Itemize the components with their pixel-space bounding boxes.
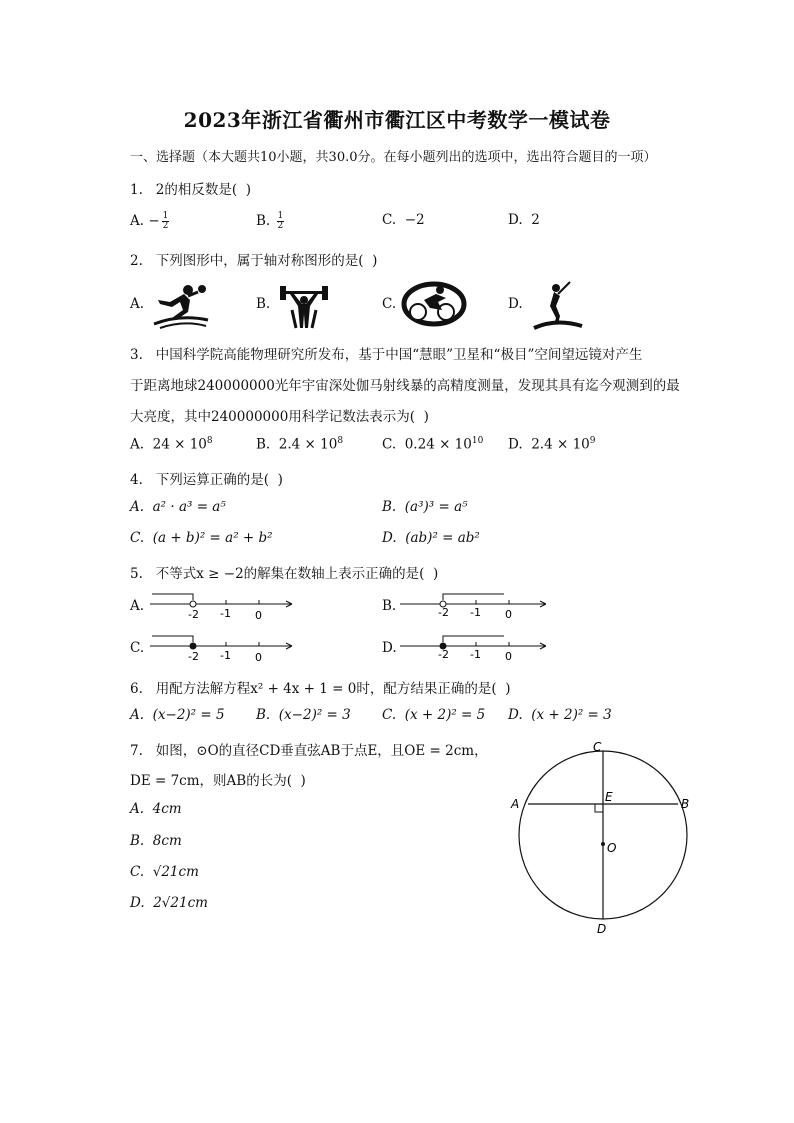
q5-option-a-label[interactable]: A.: [130, 598, 145, 614]
q3-option-d[interactable]: [508, 436, 596, 453]
tick-label: -2: [438, 648, 449, 661]
q1-option-d[interactable]: D. 2: [508, 212, 540, 228]
q4-stem: 4. 下列运算正确的是( ): [130, 472, 283, 488]
q3-line3: 大亮度，其中240000000用科学记数法表示为( ): [130, 409, 429, 425]
tick-label: -1: [470, 648, 481, 661]
q1-b-fraction: [277, 212, 285, 231]
circle-figure: [505, 738, 705, 938]
q2-option-d-label[interactable]: D.: [508, 296, 523, 312]
q1-option-b[interactable]: [256, 212, 284, 231]
q3-option-b[interactable]: [256, 436, 343, 453]
label-b: B: [681, 797, 690, 811]
q5-option-d-label[interactable]: D.: [382, 640, 397, 656]
q6-option-a[interactable]: A. (x−2)² = 5: [130, 707, 225, 723]
q3-c-base: C. 0.24 × 10: [382, 436, 472, 453]
golfer-icon: [530, 278, 586, 332]
q3-a-exp: 8: [206, 436, 213, 446]
tick-label: -2: [188, 650, 199, 663]
number-line-b: [400, 590, 550, 622]
q1-a-label: A.: [130, 213, 145, 229]
number-line-c: [150, 632, 300, 664]
label-a: A: [511, 797, 520, 811]
tick-label: -1: [220, 649, 231, 662]
tick-label: -2: [438, 606, 449, 619]
q1-b-num: 1: [277, 211, 284, 221]
q5-stem: 5. 不等式x ≥ −2的解集在数轴上表示正确的是( ): [130, 566, 439, 582]
tick-label: -2: [188, 608, 199, 621]
q1-b-label: B.: [256, 213, 271, 229]
tick-label: -1: [470, 606, 481, 619]
q1-a-num: 1: [162, 211, 169, 221]
label-c: C: [593, 740, 602, 754]
q7-option-b[interactable]: B. 8cm: [130, 833, 182, 849]
tick-label: 0: [255, 651, 262, 664]
q5-option-c-label[interactable]: C.: [130, 640, 145, 656]
q1-a-fraction: [162, 212, 170, 231]
q6-option-b[interactable]: B. (x−2)² = 3: [256, 707, 351, 723]
q6-option-d[interactable]: D. (x + 2)² = 3: [508, 707, 612, 723]
cyclist-icon: [402, 280, 466, 330]
q7-line2: DE = 7cm，则AB的长为( ): [130, 773, 306, 789]
number-line-d: [400, 632, 550, 664]
section-heading: 一、选择题（本大题共10小题，共30.0分。在每小题列出的选项中，选出符合题目的一项）: [130, 150, 657, 165]
q3-c-exp: 10: [471, 436, 484, 446]
label-o: O: [607, 841, 617, 855]
q1-stem: 1. 2的相反数是( ): [130, 182, 251, 198]
label-e: E: [605, 790, 613, 804]
q4-option-d[interactable]: D. (ab)² = ab²: [382, 530, 480, 546]
q3-line2: 于距离地球240000000光年宇宙深处伽马射线暴的高精度测量，发现其具有迄今观测到的最: [130, 378, 680, 394]
q5-option-b-label[interactable]: B.: [382, 598, 397, 614]
q3-b-base: B. 2.4 × 10: [256, 436, 338, 453]
q2-option-b-label[interactable]: B.: [256, 296, 271, 312]
tick-label: -1: [220, 607, 231, 620]
q3-d-exp: 9: [589, 436, 596, 446]
q7-option-a[interactable]: A. 4cm: [130, 801, 182, 817]
q3-d-base: D. 2.4 × 10: [508, 436, 590, 453]
q1-option-c[interactable]: C. −2: [382, 212, 425, 228]
q6-option-c[interactable]: C. (x + 2)² = 5: [382, 707, 486, 723]
q2-stem: 2. 下列图形中，属于轴对称图形的是( ): [130, 253, 378, 269]
q3-line1: 3. 中国科学院高能物理研究所发布，基于中国“慧眼”卫星和“极目”空间望远镜对产生: [130, 347, 643, 363]
q4-option-a[interactable]: A. a² · a³ = a⁵: [130, 499, 226, 515]
number-line-a: [150, 590, 300, 622]
q1-b-den: 2: [277, 221, 284, 231]
q1-option-a[interactable]: [130, 212, 169, 231]
q4-option-b[interactable]: B. (a³)³ = a⁵: [382, 499, 468, 515]
q1-a-sign: −: [148, 213, 160, 229]
q7-option-c[interactable]: C. √21cm: [130, 864, 199, 880]
q3-option-c[interactable]: [382, 436, 483, 453]
volleyball-player-icon: [150, 280, 212, 330]
tick-label: 0: [505, 608, 512, 621]
tick-label: 0: [505, 650, 512, 663]
page-title: 2023年浙江省衢州市衢江区中考数学一模试卷: [183, 108, 611, 132]
q2-option-a-label[interactable]: A.: [130, 296, 145, 312]
q2-option-c-label[interactable]: C.: [382, 296, 397, 312]
tick-label: 0: [255, 609, 262, 622]
q7-option-d[interactable]: D. 2√21cm: [130, 895, 208, 911]
q3-a-base: A. 24 × 10: [130, 436, 207, 453]
q7-line1: 7. 如图，⊙O的直径CD垂直弦AB于点E，且OE = 2cm，: [130, 743, 488, 759]
q1-a-den: 2: [162, 221, 169, 231]
q4-option-c[interactable]: C. (a + b)² = a² + b²: [130, 530, 273, 546]
label-d: D: [597, 922, 607, 936]
q3-option-a[interactable]: [130, 436, 213, 453]
q3-b-exp: 8: [337, 436, 344, 446]
q6-stem: 6. 用配方法解方程x² + 4x + 1 = 0时，配方结果正确的是( ): [130, 681, 511, 697]
weightlifter-icon: [278, 280, 330, 330]
